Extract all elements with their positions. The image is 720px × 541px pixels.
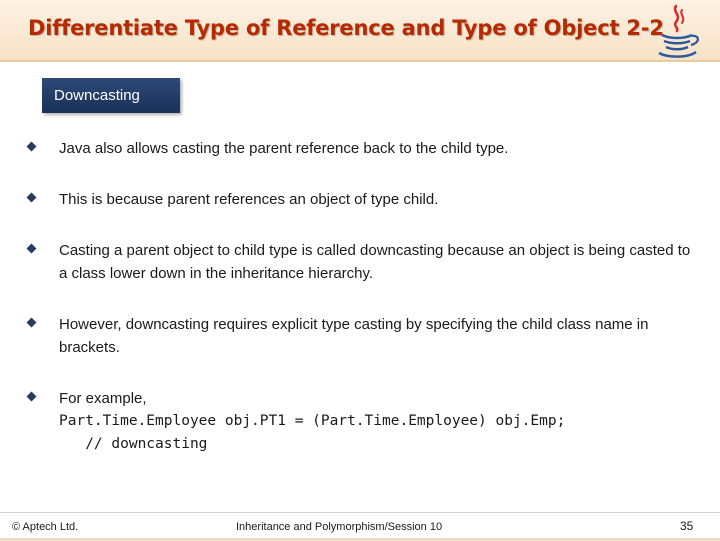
diamond-bullet-icon [27, 392, 37, 402]
diamond-bullet-icon [27, 318, 37, 328]
diamond-bullet-icon [27, 244, 37, 254]
bullet-text: This is because parent references an object of type child. [59, 191, 439, 208]
example-label: For example, [59, 390, 147, 407]
page-number: 35 [680, 519, 694, 533]
bullet-text: However, downcasting requires explicit type casting by specifying the child class name in brackets. [59, 316, 649, 356]
diamond-bullet-icon [27, 142, 37, 152]
bullet-text: Java also allows casting the parent reference back to the child type. [59, 140, 509, 157]
section-label-downcasting: Downcasting [42, 78, 180, 113]
bullet-text-example [59, 387, 699, 456]
title-bar [0, 0, 720, 62]
code-comment: // downcasting [59, 436, 208, 452]
java-coffee-cup-icon [650, 2, 706, 60]
diamond-bullet-icon [27, 193, 37, 203]
slide-title: Differentiate Type of Reference and Type of Object 2-2 [28, 16, 664, 40]
bullet-text: Casting a parent object to child type is called downcasting because an object is being casted to a class lower down in the inheritance hierarchy. [59, 242, 691, 282]
footer [0, 512, 720, 541]
footer-session: Inheritance and Polymorphism/Session 10 [236, 521, 443, 533]
code-line: Part.Time.Employee obj.PT1 = (Part.Time.Employee) obj.Emp; [59, 413, 566, 429]
footer-copyright: © Aptech Ltd. [12, 521, 79, 533]
